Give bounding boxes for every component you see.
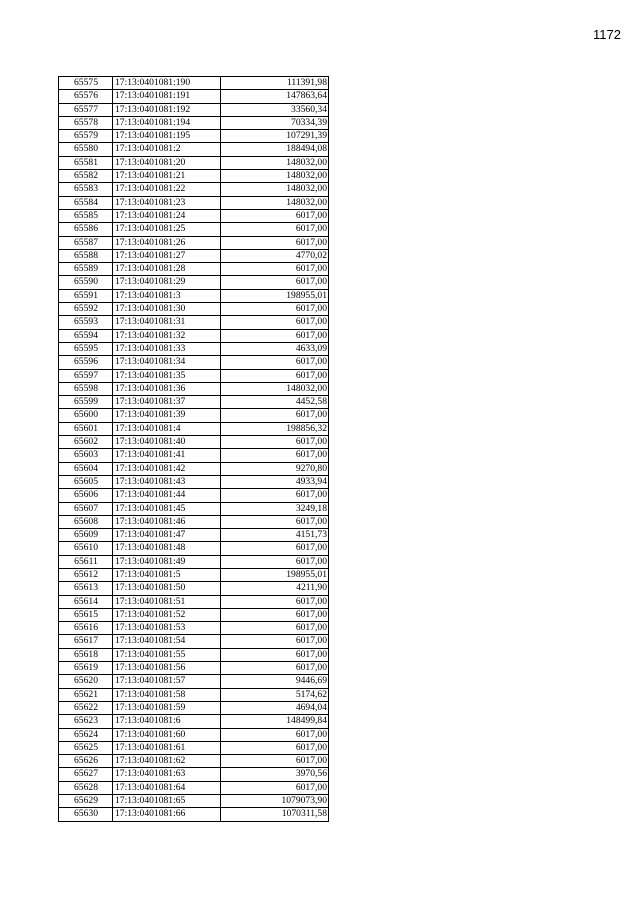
cadastral-number-cell: 17:13:0401081:49 — [113, 555, 221, 568]
cadastral-number-cell: 17:13:0401081:36 — [113, 382, 221, 395]
cadastral-value-cell: 6017,00 — [221, 436, 329, 449]
cadastral-number-cell: 17:13:0401081:32 — [113, 329, 221, 342]
table-row — [59, 130, 329, 143]
row-number-cell: 65597 — [59, 369, 113, 382]
cadastral-number-cell: 17:13:0401081:31 — [113, 316, 221, 329]
row-number-cell: 65628 — [59, 781, 113, 794]
cadastral-value-cell: 70334,39 — [221, 116, 329, 129]
row-number-cell: 65609 — [59, 529, 113, 542]
cadastral-number-cell: 17:13:0401081:44 — [113, 489, 221, 502]
cadastral-number-cell: 17:13:0401081:59 — [113, 701, 221, 714]
table-row — [59, 422, 329, 435]
table-row — [59, 502, 329, 515]
cadastral-number-cell: 17:13:0401081:194 — [113, 116, 221, 129]
cadastral-number-cell: 17:13:0401081:45 — [113, 502, 221, 515]
table-row — [59, 369, 329, 382]
cadastral-value-cell: 6017,00 — [221, 608, 329, 621]
row-number-cell: 65584 — [59, 196, 113, 209]
row-number-cell: 65588 — [59, 249, 113, 262]
cadastral-value-cell: 6017,00 — [221, 489, 329, 502]
cadastral-value-cell: 4933,94 — [221, 475, 329, 488]
row-number-cell: 65577 — [59, 103, 113, 116]
row-number-cell: 65613 — [59, 582, 113, 595]
table-row — [59, 648, 329, 661]
cadastral-value-cell: 6017,00 — [221, 542, 329, 555]
table-row — [59, 701, 329, 714]
table-row — [59, 249, 329, 262]
row-number-cell: 65591 — [59, 289, 113, 302]
row-number-cell: 65595 — [59, 342, 113, 355]
cadastral-value-cell: 6017,00 — [221, 755, 329, 768]
cadastral-number-cell: 17:13:0401081:27 — [113, 249, 221, 262]
cadastral-number-cell: 17:13:0401081:40 — [113, 436, 221, 449]
cadastral-number-cell: 17:13:0401081:61 — [113, 741, 221, 754]
table-row — [59, 728, 329, 741]
cadastral-value-cell: 6017,00 — [221, 662, 329, 675]
cadastral-number-cell: 17:13:0401081:191 — [113, 90, 221, 103]
cadastral-value-cell: 3970,56 — [221, 768, 329, 781]
cadastral-number-cell: 17:13:0401081:54 — [113, 635, 221, 648]
cadastral-number-cell: 17:13:0401081:58 — [113, 688, 221, 701]
cadastral-number-cell: 17:13:0401081:6 — [113, 715, 221, 728]
cadastral-value-cell: 6017,00 — [221, 356, 329, 369]
cadastral-value-cell: 6017,00 — [221, 369, 329, 382]
row-number-cell: 65585 — [59, 209, 113, 222]
table-row — [59, 289, 329, 302]
cadastral-value-cell: 6017,00 — [221, 728, 329, 741]
table-row — [59, 555, 329, 568]
table-row — [59, 356, 329, 369]
cadastral-number-cell: 17:13:0401081:5 — [113, 568, 221, 581]
cadastral-number-cell: 17:13:0401081:3 — [113, 289, 221, 302]
table-row — [59, 662, 329, 675]
table-row — [59, 489, 329, 502]
cadastral-value-cell: 6017,00 — [221, 515, 329, 528]
row-number-cell: 65599 — [59, 396, 113, 409]
cadastral-value-cell: 198955,01 — [221, 289, 329, 302]
cadastral-number-cell: 17:13:0401081:24 — [113, 209, 221, 222]
row-number-cell: 65615 — [59, 608, 113, 621]
row-number-cell: 65621 — [59, 688, 113, 701]
row-number-cell: 65587 — [59, 236, 113, 249]
page-number: 1172 — [593, 27, 621, 42]
table-row — [59, 116, 329, 129]
cadastral-value-cell: 6017,00 — [221, 409, 329, 422]
cadastral-value-cell: 5174,62 — [221, 688, 329, 701]
cadastral-number-cell: 17:13:0401081:22 — [113, 183, 221, 196]
cadastral-value-cell: 6017,00 — [221, 316, 329, 329]
row-number-cell: 65581 — [59, 156, 113, 169]
row-number-cell: 65592 — [59, 303, 113, 316]
cadastral-value-cell: 6017,00 — [221, 223, 329, 236]
cadastral-number-cell: 17:13:0401081:34 — [113, 356, 221, 369]
table-row — [59, 795, 329, 808]
cadastral-value-cell: 148499,84 — [221, 715, 329, 728]
cadastral-value-table — [58, 76, 329, 822]
cadastral-number-cell: 17:13:0401081:26 — [113, 236, 221, 249]
cadastral-value-cell: 4633,09 — [221, 342, 329, 355]
table-row — [59, 143, 329, 156]
table-row — [59, 409, 329, 422]
cadastral-value-cell: 6017,00 — [221, 741, 329, 754]
cadastral-value-cell: 6017,00 — [221, 303, 329, 316]
table-row — [59, 209, 329, 222]
table-row — [59, 236, 329, 249]
row-number-cell: 65579 — [59, 130, 113, 143]
row-number-cell: 65618 — [59, 648, 113, 661]
cadastral-number-cell: 17:13:0401081:21 — [113, 170, 221, 183]
cadastral-value-cell: 6017,00 — [221, 209, 329, 222]
table-row — [59, 276, 329, 289]
table-row — [59, 781, 329, 794]
cadastral-value-cell: 4452,58 — [221, 396, 329, 409]
row-number-cell: 65612 — [59, 568, 113, 581]
cadastral-number-cell: 17:13:0401081:57 — [113, 675, 221, 688]
table-row — [59, 303, 329, 316]
table-body — [59, 77, 329, 822]
row-number-cell: 65614 — [59, 595, 113, 608]
table-row — [59, 170, 329, 183]
table-row — [59, 515, 329, 528]
cadastral-value-cell: 9270,80 — [221, 462, 329, 475]
table-row — [59, 755, 329, 768]
row-number-cell: 65580 — [59, 143, 113, 156]
row-number-cell: 65626 — [59, 755, 113, 768]
row-number-cell: 65589 — [59, 263, 113, 276]
cadastral-value-cell: 4151,73 — [221, 529, 329, 542]
table-row — [59, 449, 329, 462]
cadastral-number-cell: 17:13:0401081:2 — [113, 143, 221, 156]
cadastral-number-cell: 17:13:0401081:4 — [113, 422, 221, 435]
cadastral-value-cell: 6017,00 — [221, 595, 329, 608]
cadastral-number-cell: 17:13:0401081:190 — [113, 77, 221, 90]
row-number-cell: 65624 — [59, 728, 113, 741]
cadastral-value-cell: 6017,00 — [221, 555, 329, 568]
table-row — [59, 90, 329, 103]
table-row — [59, 183, 329, 196]
cadastral-number-cell: 17:13:0401081:66 — [113, 808, 221, 821]
row-number-cell: 65596 — [59, 356, 113, 369]
cadastral-number-cell: 17:13:0401081:65 — [113, 795, 221, 808]
table-row — [59, 741, 329, 754]
cadastral-number-cell: 17:13:0401081:51 — [113, 595, 221, 608]
cadastral-value-cell: 148032,00 — [221, 156, 329, 169]
table-row — [59, 196, 329, 209]
row-number-cell: 65576 — [59, 90, 113, 103]
row-number-cell: 65623 — [59, 715, 113, 728]
cadastral-value-cell: 6017,00 — [221, 648, 329, 661]
row-number-cell: 65583 — [59, 183, 113, 196]
table-row — [59, 635, 329, 648]
cadastral-number-cell: 17:13:0401081:28 — [113, 263, 221, 276]
cadastral-value-cell: 4770,02 — [221, 249, 329, 262]
cadastral-number-cell: 17:13:0401081:42 — [113, 462, 221, 475]
row-number-cell: 65630 — [59, 808, 113, 821]
cadastral-value-cell: 6017,00 — [221, 263, 329, 276]
cadastral-value-cell: 148032,00 — [221, 196, 329, 209]
table-row — [59, 382, 329, 395]
cadastral-number-cell: 17:13:0401081:46 — [113, 515, 221, 528]
table-row — [59, 542, 329, 555]
table-row — [59, 396, 329, 409]
cadastral-number-cell: 17:13:0401081:30 — [113, 303, 221, 316]
table-row — [59, 156, 329, 169]
row-number-cell: 65582 — [59, 170, 113, 183]
table-row — [59, 622, 329, 635]
cadastral-number-cell: 17:13:0401081:62 — [113, 755, 221, 768]
row-number-cell: 65578 — [59, 116, 113, 129]
row-number-cell: 65611 — [59, 555, 113, 568]
row-number-cell: 65605 — [59, 475, 113, 488]
row-number-cell: 65616 — [59, 622, 113, 635]
cadastral-number-cell: 17:13:0401081:63 — [113, 768, 221, 781]
table-row — [59, 342, 329, 355]
row-number-cell: 65586 — [59, 223, 113, 236]
cadastral-value-cell: 148032,00 — [221, 170, 329, 183]
row-number-cell: 65606 — [59, 489, 113, 502]
row-number-cell: 65620 — [59, 675, 113, 688]
table-row — [59, 582, 329, 595]
row-number-cell: 65601 — [59, 422, 113, 435]
cadastral-value-cell: 1070311,58 — [221, 808, 329, 821]
row-number-cell: 65594 — [59, 329, 113, 342]
cadastral-number-cell: 17:13:0401081:64 — [113, 781, 221, 794]
row-number-cell: 65627 — [59, 768, 113, 781]
table-row — [59, 715, 329, 728]
row-number-cell: 65607 — [59, 502, 113, 515]
row-number-cell: 65622 — [59, 701, 113, 714]
row-number-cell: 65610 — [59, 542, 113, 555]
cadastral-number-cell: 17:13:0401081:195 — [113, 130, 221, 143]
table-row — [59, 462, 329, 475]
row-number-cell: 65625 — [59, 741, 113, 754]
cadastral-value-cell: 1079073,90 — [221, 795, 329, 808]
cadastral-value-cell: 6017,00 — [221, 236, 329, 249]
cadastral-number-cell: 17:13:0401081:33 — [113, 342, 221, 355]
table-row — [59, 768, 329, 781]
cadastral-value-cell: 33560,34 — [221, 103, 329, 116]
cadastral-number-cell: 17:13:0401081:53 — [113, 622, 221, 635]
table-row — [59, 77, 329, 90]
table-row — [59, 808, 329, 821]
cadastral-number-cell: 17:13:0401081:47 — [113, 529, 221, 542]
table-row — [59, 675, 329, 688]
table-row — [59, 529, 329, 542]
cadastral-value-cell: 6017,00 — [221, 449, 329, 462]
row-number-cell: 65619 — [59, 662, 113, 675]
row-number-cell: 65603 — [59, 449, 113, 462]
table-row — [59, 475, 329, 488]
cadastral-value-cell: 107291,39 — [221, 130, 329, 143]
table-row — [59, 436, 329, 449]
table-row — [59, 263, 329, 276]
cadastral-number-cell: 17:13:0401081:192 — [113, 103, 221, 116]
cadastral-value-cell: 148032,00 — [221, 382, 329, 395]
cadastral-number-cell: 17:13:0401081:60 — [113, 728, 221, 741]
cadastral-value-cell: 6017,00 — [221, 329, 329, 342]
table-row — [59, 316, 329, 329]
table-row — [59, 688, 329, 701]
row-number-cell: 65604 — [59, 462, 113, 475]
cadastral-number-cell: 17:13:0401081:35 — [113, 369, 221, 382]
cadastral-value-cell: 148032,00 — [221, 183, 329, 196]
cadastral-number-cell: 17:13:0401081:25 — [113, 223, 221, 236]
cadastral-value-cell: 188494,08 — [221, 143, 329, 156]
cadastral-number-cell: 17:13:0401081:41 — [113, 449, 221, 462]
cadastral-value-cell: 111391,98 — [221, 77, 329, 90]
cadastral-number-cell: 17:13:0401081:56 — [113, 662, 221, 675]
cadastral-number-cell: 17:13:0401081:50 — [113, 582, 221, 595]
cadastral-number-cell: 17:13:0401081:43 — [113, 475, 221, 488]
cadastral-number-cell: 17:13:0401081:39 — [113, 409, 221, 422]
row-number-cell: 65617 — [59, 635, 113, 648]
row-number-cell: 65575 — [59, 77, 113, 90]
cadastral-number-cell: 17:13:0401081:48 — [113, 542, 221, 555]
cadastral-value-cell: 6017,00 — [221, 781, 329, 794]
cadastral-value-cell: 6017,00 — [221, 276, 329, 289]
table-row — [59, 103, 329, 116]
cadastral-value-cell: 147863,64 — [221, 90, 329, 103]
row-number-cell: 65602 — [59, 436, 113, 449]
cadastral-number-cell: 17:13:0401081:55 — [113, 648, 221, 661]
table-row — [59, 608, 329, 621]
cadastral-value-cell: 4211,90 — [221, 582, 329, 595]
cadastral-number-cell: 17:13:0401081:23 — [113, 196, 221, 209]
row-number-cell: 65593 — [59, 316, 113, 329]
cadastral-value-cell: 6017,00 — [221, 635, 329, 648]
cadastral-number-cell: 17:13:0401081:20 — [113, 156, 221, 169]
cadastral-value-cell: 3249,18 — [221, 502, 329, 515]
row-number-cell: 65600 — [59, 409, 113, 422]
cadastral-value-cell: 198955,01 — [221, 568, 329, 581]
cadastral-value-cell: 4694,04 — [221, 701, 329, 714]
row-number-cell: 65590 — [59, 276, 113, 289]
table-row — [59, 329, 329, 342]
cadastral-number-cell: 17:13:0401081:29 — [113, 276, 221, 289]
cadastral-number-cell: 17:13:0401081:37 — [113, 396, 221, 409]
row-number-cell: 65608 — [59, 515, 113, 528]
cadastral-value-cell: 6017,00 — [221, 622, 329, 635]
cadastral-value-cell: 9446,69 — [221, 675, 329, 688]
table-row — [59, 568, 329, 581]
cadastral-value-cell: 198856,32 — [221, 422, 329, 435]
cadastral-number-cell: 17:13:0401081:52 — [113, 608, 221, 621]
row-number-cell: 65598 — [59, 382, 113, 395]
table-row — [59, 595, 329, 608]
row-number-cell: 65629 — [59, 795, 113, 808]
table-row — [59, 223, 329, 236]
